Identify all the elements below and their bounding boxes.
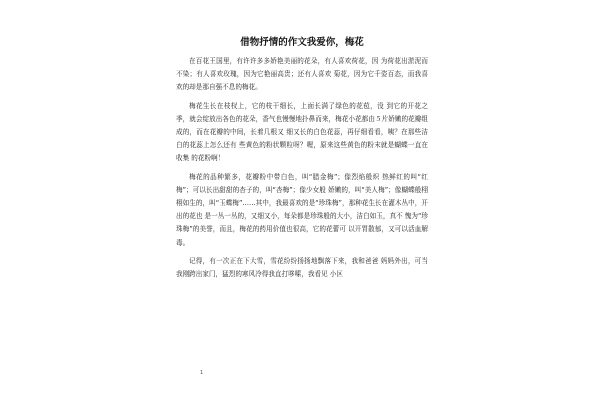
paragraph-varieties: 梅花的品种繁多，花瓣粉中带白色，叫“腊金梅”；像烈焰般炽 热鲜红的叫“红梅”；可以长出甜甜的杏子的，叫“杏梅”；像少女般 娇嫩的，叫“美人梅”；像蝴蝶般栩栩如生的，叫“玉蝶梅”……其中，我最喜欢的是“珍珠梅”，那种花生长在灌木丛中，开出的花也 是一丛一丛的，又细又小，每朵都是珍珠般的大小，洁白如玉，真不 愧为“珍珠梅”的美誉，而且，梅花的药用价值也很高，它的花蕾可 以开胃散郁，又可以活血解毒。 [176,172,428,247]
paragraph-description: 梅花生长在枝杈上，它的枝干细长，上面长满了绿色的花苞，没 到它的开花之季，就会绽放出各色的花朵，香气也慢慢地扑鼻而来，梅花小花都由５片娇嫩的花瓣组成的，而在花瓣的中间，长着几根又 细又长的白色花蕊，再仔细看看，咦？在那些洁白的花蕊上怎么还有 些黄色的粉状颗粒呀？喔，原来这些黄色的粉末就是蝴蝶一直在收集 的花粉啊！ [176,101,428,163]
page-number: 1 [200,370,204,376]
paragraph-memory: 记得，有一次正在下大雪，雪花纷纷扬扬地飘落下来，我和爸爸 妈妈外出，可当我刚跨出家门，猛烈的寒风冷得我直打哆嗦，我看见 小区 [176,256,428,279]
document-title: 借物抒情的作文我爱你，梅花 [240,37,364,48]
paragraph-intro: 在百花王国里，有许许多多娇艳美丽的花朵，有人喜欢荷花，因 为荷花出淤泥而不染；有人喜欢玫瑰，因为它艳丽高贵；还有人喜欢 菊花，因为它千姿百态，而我喜欢的却是那自强不息的梅花。 [176,57,428,92]
document-body [176,36,428,286]
